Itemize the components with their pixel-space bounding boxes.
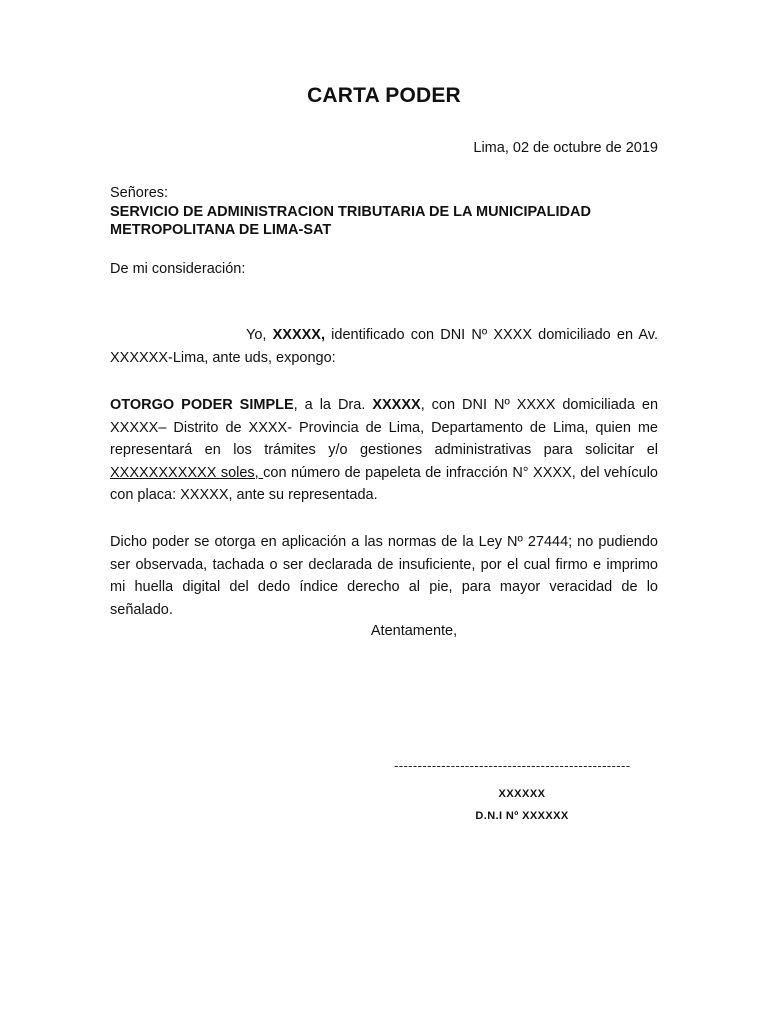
paragraph-legal: Dicho poder se otorga en aplicación a las normas de la Ley Nº 27444; no pudiendo ser observada, tachada o ser declarada de insuficiente, por el cual firmo e imprimo mi huella digital del dedo índice derecho al pie, para mayor veracidad de lo señalado. <box>110 534 658 618</box>
grant-text-1: , a la Dra. <box>293 397 373 413</box>
letter-date: Lima, 02 de octubre de 2019 <box>473 140 658 156</box>
document-title: CARTA PODER <box>307 84 461 107</box>
declarant-lead: Yo, <box>246 327 273 343</box>
salutation: Señores: <box>110 185 169 201</box>
addressee-block <box>110 184 658 240</box>
declarant-name: XXXXX, <box>272 327 325 343</box>
closing: Atentamente, <box>370 623 458 639</box>
paragraph-grant <box>110 394 658 507</box>
greeting: De mi consideración: <box>110 261 246 277</box>
grant-heading: OTORGO PODER SIMPLE <box>110 397 294 413</box>
attorney-name: XXXXX <box>372 397 421 413</box>
grant-text-3: con número de papeleta de infracción N° XXXX, del vehículo con placa: XXXXX, ante su representada. <box>110 464 658 503</box>
declarant-details: identificado con DNI Nº XXXX domiciliado en Av. XXXXXX-Lima, ante uds, expongo: <box>110 327 658 366</box>
signature-line: -------------------------------------------------- <box>394 758 631 773</box>
paragraph-declarant <box>110 324 658 369</box>
signatory-dni: D.N.I Nº XXXXXX <box>475 810 569 822</box>
grant-amount: XXXXXXXXXXX soles, <box>110 464 264 481</box>
signatory-name: XXXXXX <box>498 788 546 800</box>
institution-name: SERVICIO DE ADMINISTRACION TRIBUTARIA DE LA MUNICIPALIDAD METROPOLITANA DE LIMA-SAT <box>110 203 591 238</box>
grant-text-2: , con DNI Nº XXXX domiciliada en XXXXX– Distrito de XXXX- Provincia de Lima, Departamento de Lima, quien me representará en los trámites y/o gestiones administrativas para solicitar el <box>110 397 659 458</box>
